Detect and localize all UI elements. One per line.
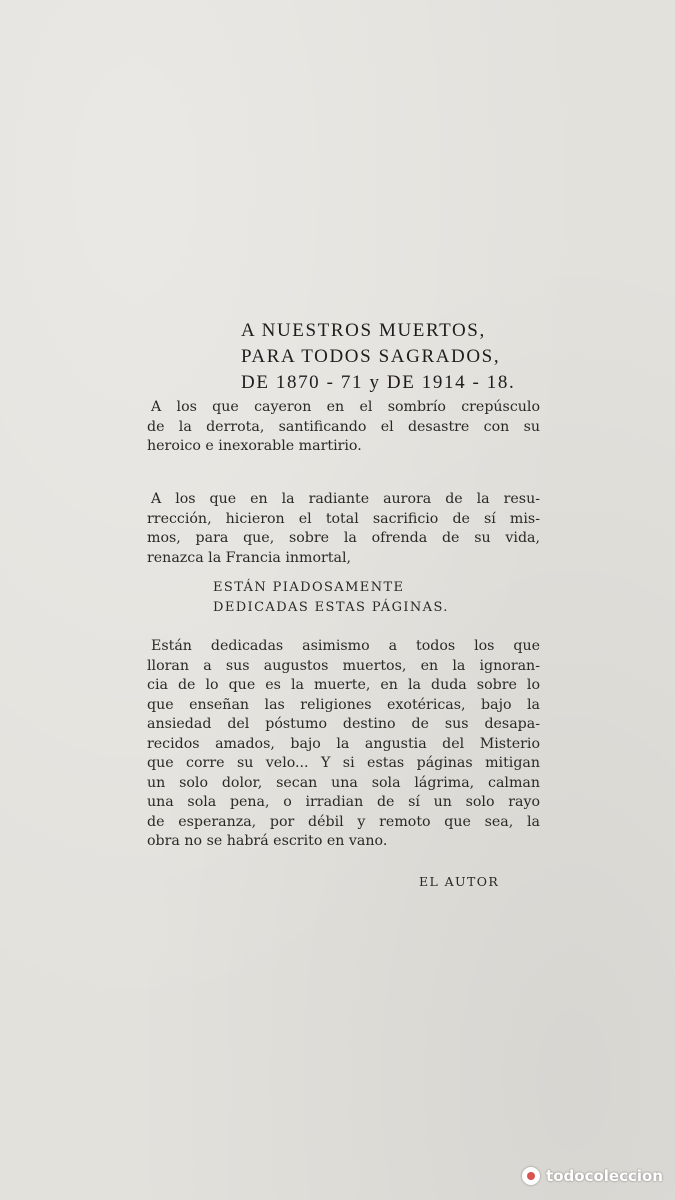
watermark bbox=[522, 1164, 663, 1188]
paragraph-line: lloran a sus augustos muertos, en la ignoran- bbox=[147, 657, 540, 674]
heading-line-2: PARA TODOS SAGRADOS, bbox=[241, 346, 501, 367]
watermark-text: todocoleccion bbox=[546, 1167, 663, 1185]
paragraph-line: Están dedicadas asimismo a todos los que bbox=[151, 638, 540, 654]
paragraph-line: una sola pena, o irradian de sí un solo rayo bbox=[147, 794, 540, 810]
dedicated-statement bbox=[213, 578, 513, 618]
paragraph-line: renazca la Francia inmortal, bbox=[147, 549, 352, 566]
paragraph-line: A los que en la radiante aurora de la resu- bbox=[151, 491, 540, 507]
paragraph-fallen bbox=[147, 398, 540, 457]
paragraph-line: de esperanza, por débil y remoto que sea, la bbox=[147, 813, 540, 830]
paragraph-line: de la derrota, santificando el desastre con su bbox=[147, 418, 540, 435]
heading-line-3: DE 1870 - 71 y DE 1914 - 18. bbox=[241, 372, 516, 393]
paragraph-line: obra no se habrá escrito en vano. bbox=[147, 833, 388, 849]
dedicated-line-2: DEDICADAS ESTAS PÁGINAS. bbox=[213, 600, 449, 615]
paragraph-line: cia de lo que es la muerte, en la duda sobre lo bbox=[147, 677, 540, 693]
heading-line-1: A NUESTROS MUERTOS, bbox=[241, 320, 486, 341]
paragraph-line: heroico e inexorable martirio. bbox=[147, 438, 362, 454]
dedicated-line-1: ESTÁN PIADOSAMENTE bbox=[213, 580, 405, 595]
paragraph-line: que enseñan las religiones exotéricas, bajo la bbox=[147, 696, 540, 713]
paragraph-also-dedicated bbox=[147, 637, 540, 852]
paragraph-line: ansiedad del póstumo destino de sus desapa- bbox=[147, 716, 540, 732]
dedication-heading bbox=[241, 318, 541, 396]
paragraph-line: un solo dolor, secan una sola lágrima, calman bbox=[147, 774, 540, 791]
paragraph-line: que corre su velo... Y si estas páginas mitigan bbox=[147, 755, 540, 771]
paragraph-line: recidos amados, bajo la angustia del Misterio bbox=[147, 735, 540, 752]
paragraph-line: rrección, hicieron el total sacrificio de sí mis- bbox=[147, 510, 540, 527]
paragraph-line: mos, para que, sobre la ofrenda de su vida, bbox=[147, 530, 540, 546]
author-signature: EL AUTOR bbox=[419, 874, 500, 889]
watermark-logo-icon bbox=[522, 1167, 540, 1185]
paragraph-resurrection bbox=[147, 490, 540, 568]
paragraph-line: A los que cayeron en el sombrío crepúsculo bbox=[151, 399, 540, 415]
